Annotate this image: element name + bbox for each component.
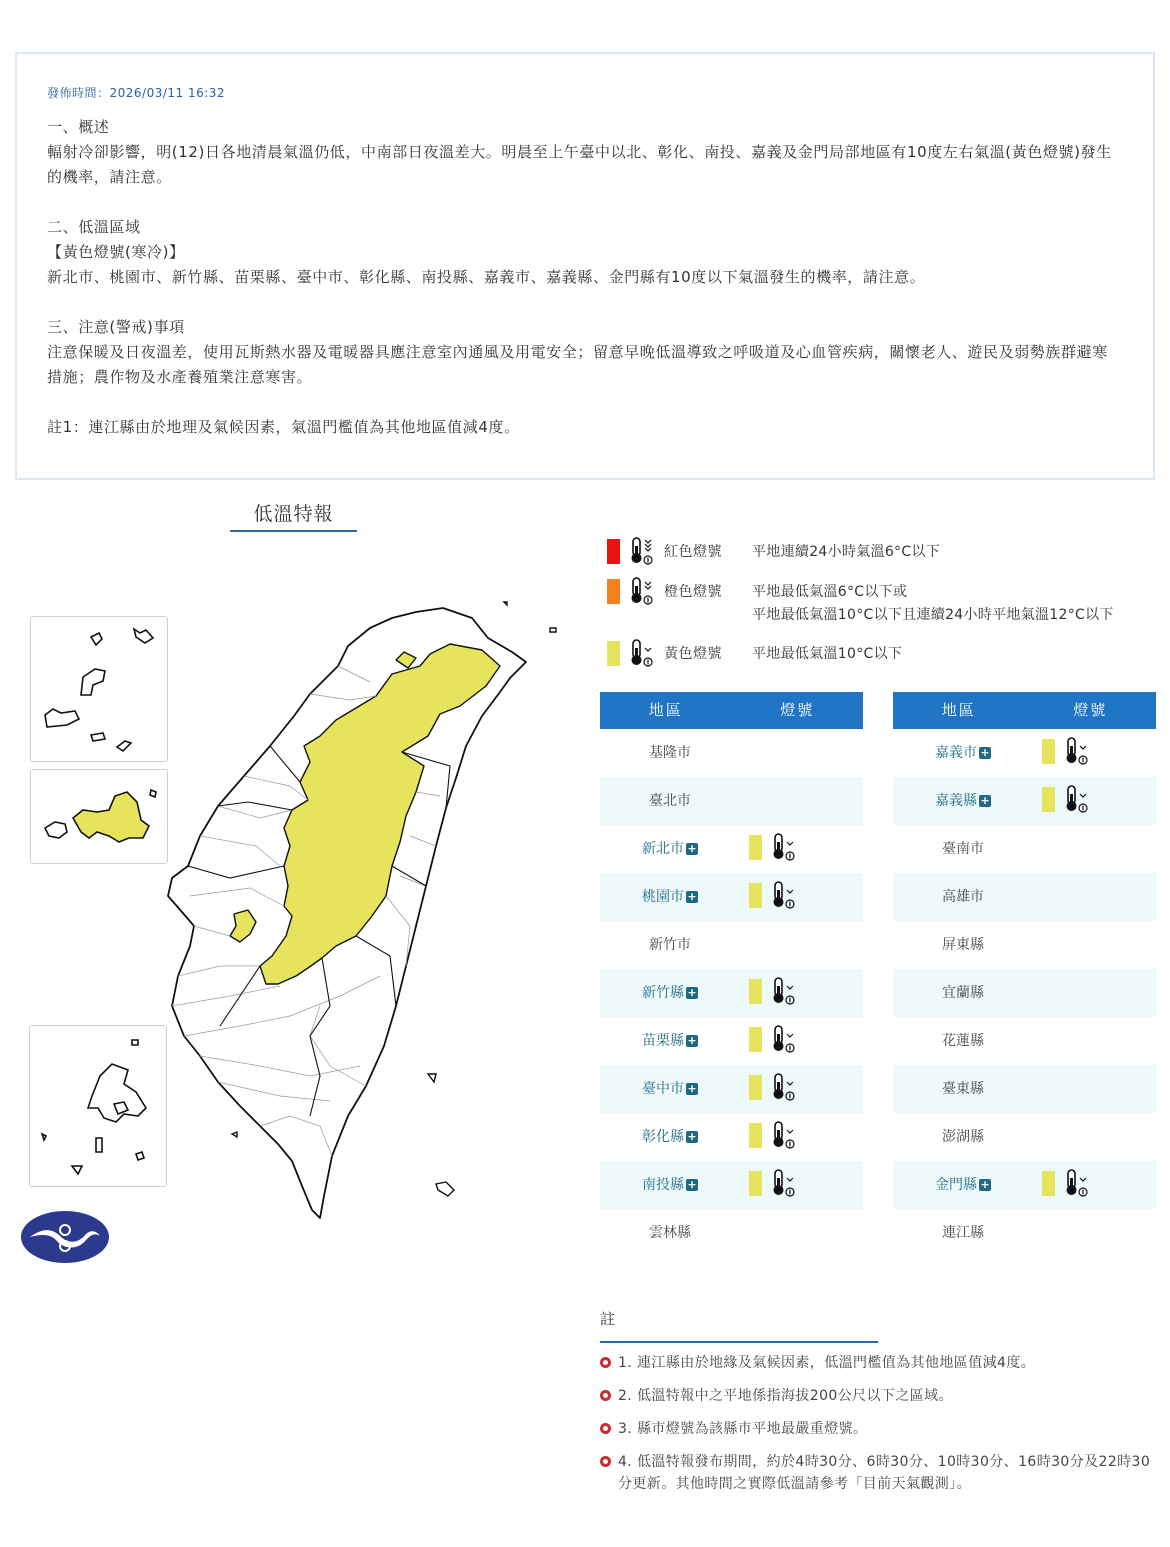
table-row [600,921,863,969]
region-name [600,790,740,810]
signal-swatch [1042,1171,1055,1196]
table-row [893,1113,1156,1161]
table-row [600,777,863,825]
region-name[interactable] [600,886,740,906]
region-label[interactable]: 嘉義市 [935,745,977,761]
region-name [893,838,1033,858]
signal-swatch [749,1075,762,1100]
expand-plus-icon[interactable]: + [687,1034,697,1047]
header-region: 地區 [941,701,976,719]
region-signal-table-right [893,692,1156,1257]
kinmen-islands-shape [31,770,169,865]
announcement-panel [15,52,1155,480]
legend-orange-desc [752,581,1114,627]
cwa-logo [20,1210,110,1264]
thermometer-cold-icon [1064,736,1090,770]
section1-body: 輻射冷卻影響，明(12)日各地清晨氣溫仍低，中南部日夜溫差大。明晨至上午臺中以北、彰化、南投、嘉義及金門局部地區有10度左右氣溫(黃色燈號)發生的機率，請注意。 [47,143,1112,186]
expand-plus-icon[interactable]: + [980,794,990,807]
table-row [600,825,863,873]
notes-list [600,1352,1155,1506]
table-row [600,969,863,1017]
region-label: 雲林縣 [649,1225,691,1241]
region-label: 高雄市 [942,889,984,905]
legend-red [607,533,1167,573]
region-name[interactable] [600,1078,740,1098]
orange-swatch [607,579,620,604]
table-row [600,729,863,777]
yellow-swatch [607,641,620,666]
region-label: 新竹市 [649,937,691,953]
legend-red-label: 紅色燈號 [664,544,722,560]
legend-red-desc: 平地連續24小時氣溫6°C以下 [752,544,940,560]
table-row [893,777,1156,825]
signal-swatch [749,1027,762,1052]
note-item: 3. 縣市燈號為該縣市平地最嚴重燈號。 [600,1418,1155,1440]
legend-orange-desc-line1: 平地最低氣溫6°C以下或 [752,584,908,600]
note-item: 1. 連江縣由於地緣及氣候因素，低溫門檻值為其他地區值減4度。 [600,1352,1155,1374]
note-item: 2. 低溫特報中之平地係指海拔200公尺以下之區域。 [600,1385,1155,1407]
region-label[interactable]: 臺中市 [642,1081,684,1097]
region-name[interactable] [600,982,740,1002]
bullet-icon [600,1357,611,1368]
table-header [600,692,863,729]
signal-swatch [1042,739,1055,764]
thermometer-cold-icon [771,1168,797,1202]
section2-subtitle: 【黃色燈號(寒冷)】 [47,243,185,261]
region-signal-table-left [600,692,863,1257]
thermometer-cold-icon [1064,1168,1090,1202]
section2-title: 二、低溫區域 [47,218,141,236]
table-row [893,873,1156,921]
kinmen-inset-map[interactable] [30,769,168,864]
legend-orange-desc-line2: 平地最低氣溫10°C以下且連續24小時平地氣溫12°C以下 [752,607,1114,623]
region-label[interactable]: 彰化縣 [642,1129,684,1145]
thermometer-cold-icon [629,638,655,668]
table-row [893,1161,1156,1209]
thermometer-cold-icon [629,576,655,606]
table-row [893,921,1156,969]
expand-plus-icon[interactable]: + [687,842,697,855]
table-row [893,1209,1156,1257]
table-row [600,873,863,921]
region-label[interactable]: 桃園市 [642,889,684,905]
table-row [893,969,1156,1017]
legend-orange-label: 橙色燈號 [664,584,722,600]
table-row [893,1017,1156,1065]
table-row [893,729,1156,777]
matsu-islands-shape [31,617,169,763]
expand-plus-icon[interactable]: + [980,746,990,759]
signal-swatch [1042,787,1055,812]
map-title: 低溫特報 [230,499,357,532]
red-swatch [607,539,620,564]
table-row [600,1017,863,1065]
region-label[interactable]: 金門縣 [935,1177,977,1193]
expand-plus-icon[interactable]: + [687,1082,697,1095]
region-label: 臺南市 [942,841,984,857]
region-label: 基隆市 [649,745,691,761]
region-name[interactable] [600,838,740,858]
header-signal: 燈號 [780,701,815,719]
region-name [893,982,1033,1002]
region-label[interactable]: 新竹縣 [642,985,684,1001]
table-row [600,1209,863,1257]
thermometer-cold-icon [771,1024,797,1058]
thermometer-cold-icon [771,880,797,914]
region-name [893,1030,1033,1050]
expand-plus-icon[interactable]: + [687,1130,697,1143]
table-row [893,825,1156,873]
table-header [893,692,1156,729]
publish-time: 發佈時間：2026/03/11 16:32 [47,86,226,100]
thermometer-cold-icon [629,536,655,566]
region-name [600,742,740,762]
expand-plus-icon[interactable]: + [687,1178,697,1191]
region-label[interactable]: 新北市 [642,841,684,857]
region-label: 臺北市 [649,793,691,809]
region-label: 花蓮縣 [942,1033,984,1049]
signal-legend [607,533,1167,675]
footnote: 註1：連江縣由於地理及氣候因素，氣溫門檻值為其他地區值減4度。 [47,418,520,436]
legend-yellow-label: 黃色燈號 [664,646,722,662]
expand-plus-icon[interactable]: + [687,890,697,903]
expand-plus-icon[interactable]: + [687,986,697,999]
thermometer-cold-icon [1064,784,1090,818]
section2-body: 新北市、桃園市、新竹縣、苗栗縣、臺中市、彰化縣、南投縣、嘉義市、嘉義縣、金門縣有10度以下氣溫發生的機率，請注意。 [47,268,926,286]
region-name [893,1222,1033,1242]
header-region: 地區 [648,701,683,719]
signal-swatch [749,835,762,860]
region-name [893,886,1033,906]
section1-title: 一、概述 [47,118,110,136]
note-item: 4. 低溫特報發布期間，約於4時30分、6時30分、10時30分、16時30分及22時30分更新。其他時間之實際低溫請參考「目前天氣觀測」。 [600,1451,1155,1495]
region-label: 連江縣 [942,1225,984,1241]
region-label: 澎湖縣 [942,1129,984,1145]
region-name[interactable] [893,790,1033,810]
region-label[interactable]: 嘉義縣 [935,793,977,809]
table-row [600,1161,863,1209]
signal-swatch [749,1123,762,1148]
region-name[interactable] [893,1174,1033,1194]
matsu-inset-map[interactable] [30,616,168,762]
thermometer-cold-icon [771,976,797,1010]
legend-yellow [607,635,1167,675]
region-label: 宜蘭縣 [942,985,984,1001]
table-row [893,1065,1156,1113]
region-label: 屏東縣 [942,937,984,953]
section3-body: 注意保暖及日夜溫差，使用瓦斯熱水器及電暖器具應注意室內通風及用電安全；留意早晚低溫導致之呼吸道及心血管疾病，關懷老人、遊民及弱勢族群避寒措施；農作物及水產養殖業注意寒害。 [47,343,1108,386]
region-name [893,934,1033,954]
table-row [600,1065,863,1113]
penghu-islands-shape [30,1026,168,1188]
header-signal: 燈號 [1073,701,1108,719]
region-name[interactable] [600,1030,740,1050]
region-name [893,1126,1033,1146]
region-name[interactable] [600,1126,740,1146]
region-name[interactable] [600,1174,740,1194]
region-label[interactable]: 苗栗縣 [642,1033,684,1049]
section3-title: 三、注意(警戒)事項 [47,318,185,336]
thermometer-cold-icon [771,1072,797,1106]
signal-swatch [749,979,762,1004]
bullet-icon [600,1390,611,1401]
penghu-inset-map[interactable] [29,1025,167,1187]
thermometer-cold-icon [771,1120,797,1154]
bullet-icon [600,1456,611,1467]
legend-orange [607,573,1167,635]
signal-swatch [749,1171,762,1196]
region-label: 臺東縣 [942,1081,984,1097]
bullet-icon [600,1423,611,1434]
legend-yellow-desc: 平地最低氣溫10°C以下 [752,646,903,662]
region-name [893,1078,1033,1098]
table-row [600,1113,863,1161]
notes-title: 註 [600,1308,878,1343]
taiwan-map[interactable] [160,596,560,1226]
expand-plus-icon[interactable]: + [980,1178,990,1191]
thermometer-cold-icon [771,832,797,866]
region-label[interactable]: 南投縣 [642,1177,684,1193]
signal-swatch [749,883,762,908]
region-name[interactable] [893,742,1033,762]
region-name [600,934,740,954]
region-name [600,1222,740,1242]
